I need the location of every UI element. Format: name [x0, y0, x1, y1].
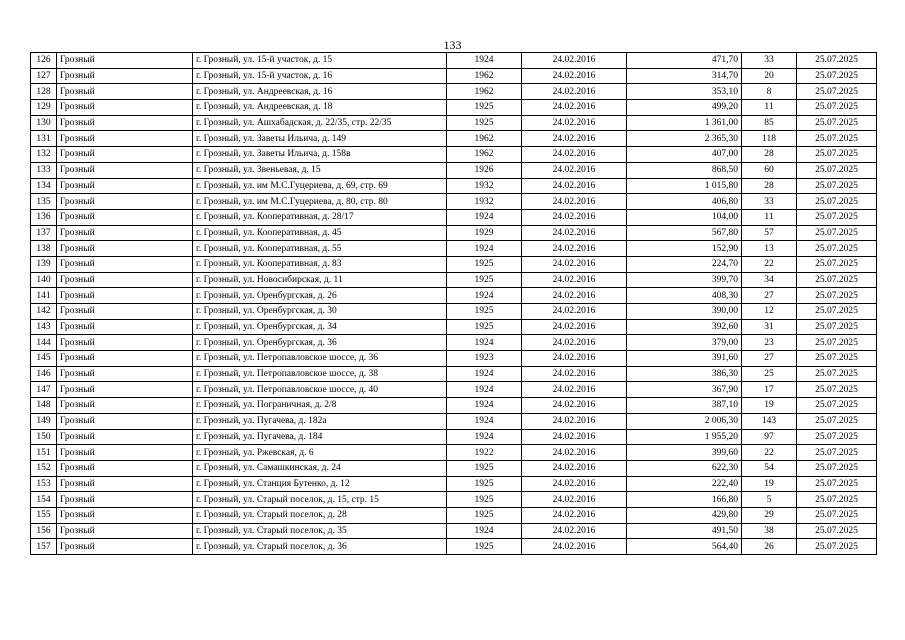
cell-residents: 19 [742, 398, 797, 414]
cell-area: 2 006,30 [627, 413, 742, 429]
cell-city: Грозный [57, 507, 193, 523]
cell-planned-date: 25.07.2025 [797, 523, 877, 539]
cell-row-number: 141 [31, 288, 57, 304]
cell-recognition-date: 24.02.2016 [522, 84, 627, 100]
cell-recognition-date: 24.02.2016 [522, 539, 627, 555]
cell-recognition-date: 24.02.2016 [522, 429, 627, 445]
cell-recognition-date: 24.02.2016 [522, 194, 627, 210]
cell-address: г. Грозный, ул. Кооперативная, д. 28/17 [193, 209, 447, 225]
cell-recognition-date: 24.02.2016 [522, 492, 627, 508]
cell-city: Грозный [57, 68, 193, 84]
cell-address: г. Грозный, ул. Оренбургская, д. 34 [193, 319, 447, 335]
table-row [31, 476, 877, 492]
cell-row-number: 137 [31, 225, 57, 241]
cell-year-built: 1924 [447, 413, 522, 429]
cell-planned-date: 25.07.2025 [797, 209, 877, 225]
cell-row-number: 149 [31, 413, 57, 429]
cell-row-number: 138 [31, 241, 57, 257]
cell-row-number: 148 [31, 398, 57, 414]
cell-planned-date: 25.07.2025 [797, 162, 877, 178]
table-row [31, 429, 877, 445]
cell-address: г. Грозный, ул. Петропавловское шоссе, д. 36 [193, 351, 447, 367]
cell-residents: 19 [742, 476, 797, 492]
cell-area: 379,00 [627, 335, 742, 351]
cell-planned-date: 25.07.2025 [797, 319, 877, 335]
table-row [31, 84, 877, 100]
cell-recognition-date: 24.02.2016 [522, 209, 627, 225]
cell-year-built: 1924 [447, 429, 522, 445]
cell-residents: 27 [742, 288, 797, 304]
table-body [31, 53, 877, 555]
table-row [31, 272, 877, 288]
cell-area: 224,70 [627, 256, 742, 272]
cell-year-built: 1932 [447, 194, 522, 210]
table-row [31, 178, 877, 194]
cell-planned-date: 25.07.2025 [797, 241, 877, 257]
cell-city: Грозный [57, 429, 193, 445]
cell-city: Грозный [57, 413, 193, 429]
cell-residents: 31 [742, 319, 797, 335]
cell-address: г. Грозный, ул. Ашхабадская, д. 22/35, стр. 22/35 [193, 115, 447, 131]
cell-planned-date: 25.07.2025 [797, 460, 877, 476]
cell-city: Грозный [57, 194, 193, 210]
table-row [31, 382, 877, 398]
cell-year-built: 1925 [447, 492, 522, 508]
cell-recognition-date: 24.02.2016 [522, 413, 627, 429]
cell-row-number: 135 [31, 194, 57, 210]
cell-residents: 143 [742, 413, 797, 429]
cell-planned-date: 25.07.2025 [797, 304, 877, 320]
cell-city: Грозный [57, 382, 193, 398]
cell-area: 399,60 [627, 445, 742, 461]
cell-recognition-date: 24.02.2016 [522, 335, 627, 351]
cell-city: Грозный [57, 115, 193, 131]
cell-area: 386,30 [627, 366, 742, 382]
cell-recognition-date: 24.02.2016 [522, 304, 627, 320]
cell-address: г. Грозный, ул. Оренбургская, д. 26 [193, 288, 447, 304]
cell-address: г. Грозный, ул. Заветы Ильича, д. 149 [193, 131, 447, 147]
table-row [31, 413, 877, 429]
cell-address: г. Грозный, ул. Старый поселок, д. 15, стр. 15 [193, 492, 447, 508]
cell-address: г. Грозный, ул. 15-й участок, д. 16 [193, 68, 447, 84]
cell-address: г. Грозный, ул. Петропавловское шоссе, д. 40 [193, 382, 447, 398]
cell-planned-date: 25.07.2025 [797, 366, 877, 382]
cell-area: 399,70 [627, 272, 742, 288]
cell-area: 1 361,00 [627, 115, 742, 131]
table-row [31, 460, 877, 476]
cell-row-number: 142 [31, 304, 57, 320]
cell-area: 387,10 [627, 398, 742, 414]
cell-residents: 57 [742, 225, 797, 241]
cell-residents: 60 [742, 162, 797, 178]
cell-recognition-date: 24.02.2016 [522, 131, 627, 147]
cell-row-number: 152 [31, 460, 57, 476]
cell-address: г. Грозный, ул. Оренбургская, д. 30 [193, 304, 447, 320]
cell-city: Грозный [57, 225, 193, 241]
cell-address: г. Грозный, ул. Старый поселок, д. 35 [193, 523, 447, 539]
table-row [31, 100, 877, 116]
cell-residents: 28 [742, 178, 797, 194]
cell-residents: 20 [742, 68, 797, 84]
cell-recognition-date: 24.02.2016 [522, 147, 627, 163]
cell-planned-date: 25.07.2025 [797, 492, 877, 508]
cell-planned-date: 25.07.2025 [797, 429, 877, 445]
cell-area: 1 955,20 [627, 429, 742, 445]
cell-address: г. Грозный, ул. Андреевская, д. 18 [193, 100, 447, 116]
cell-city: Грозный [57, 539, 193, 555]
cell-planned-date: 25.07.2025 [797, 476, 877, 492]
cell-area: 499,20 [627, 100, 742, 116]
cell-area: 367,90 [627, 382, 742, 398]
table-row [31, 304, 877, 320]
cell-area: 2 365,30 [627, 131, 742, 147]
cell-row-number: 134 [31, 178, 57, 194]
cell-area: 868,50 [627, 162, 742, 178]
cell-address: г. Грозный, ул. Станция Бутенко, д. 12 [193, 476, 447, 492]
cell-address: г. Грозный, ул. Кооперативная, д. 45 [193, 225, 447, 241]
cell-residents: 26 [742, 539, 797, 555]
cell-city: Грозный [57, 351, 193, 367]
cell-year-built: 1922 [447, 445, 522, 461]
cell-planned-date: 25.07.2025 [797, 84, 877, 100]
cell-area: 222,40 [627, 476, 742, 492]
cell-city: Грозный [57, 476, 193, 492]
cell-city: Грозный [57, 256, 193, 272]
cell-planned-date: 25.07.2025 [797, 272, 877, 288]
table-row [31, 241, 877, 257]
cell-year-built: 1925 [447, 460, 522, 476]
cell-area: 491,50 [627, 523, 742, 539]
cell-address: г. Грозный, ул. Ржевская, д. 6 [193, 445, 447, 461]
cell-residents: 34 [742, 272, 797, 288]
table-row [31, 194, 877, 210]
table-row [31, 68, 877, 84]
cell-residents: 85 [742, 115, 797, 131]
cell-city: Грозный [57, 335, 193, 351]
cell-row-number: 132 [31, 147, 57, 163]
cell-residents: 38 [742, 523, 797, 539]
cell-planned-date: 25.07.2025 [797, 225, 877, 241]
cell-year-built: 1929 [447, 225, 522, 241]
cell-area: 408,30 [627, 288, 742, 304]
cell-planned-date: 25.07.2025 [797, 147, 877, 163]
cell-year-built: 1962 [447, 84, 522, 100]
table-row [31, 335, 877, 351]
cell-residents: 12 [742, 304, 797, 320]
cell-city: Грозный [57, 162, 193, 178]
cell-year-built: 1925 [447, 539, 522, 555]
cell-recognition-date: 24.02.2016 [522, 100, 627, 116]
cell-area: 104,00 [627, 209, 742, 225]
cell-planned-date: 25.07.2025 [797, 178, 877, 194]
cell-planned-date: 25.07.2025 [797, 335, 877, 351]
table-row [31, 288, 877, 304]
table-row [31, 319, 877, 335]
cell-area: 166,80 [627, 492, 742, 508]
cell-address: г. Грозный, ул. Пугачева, д. 184 [193, 429, 447, 445]
cell-recognition-date: 24.02.2016 [522, 115, 627, 131]
cell-city: Грозный [57, 398, 193, 414]
table-row [31, 366, 877, 382]
cell-residents: 97 [742, 429, 797, 445]
cell-residents: 29 [742, 507, 797, 523]
cell-city: Грозный [57, 460, 193, 476]
cell-residents: 33 [742, 194, 797, 210]
cell-planned-date: 25.07.2025 [797, 507, 877, 523]
cell-year-built: 1924 [447, 523, 522, 539]
cell-residents: 8 [742, 84, 797, 100]
cell-city: Грозный [57, 147, 193, 163]
cell-recognition-date: 24.02.2016 [522, 68, 627, 84]
cell-row-number: 151 [31, 445, 57, 461]
cell-area: 390,00 [627, 304, 742, 320]
cell-city: Грозный [57, 131, 193, 147]
cell-area: 314,70 [627, 68, 742, 84]
cell-row-number: 129 [31, 100, 57, 116]
cell-year-built: 1924 [447, 209, 522, 225]
cell-residents: 22 [742, 256, 797, 272]
cell-row-number: 127 [31, 68, 57, 84]
cell-residents: 17 [742, 382, 797, 398]
cell-year-built: 1925 [447, 507, 522, 523]
cell-address: г. Грозный, ул. Старый поселок, д. 28 [193, 507, 447, 523]
cell-address: г. Грозный, ул. Звеньевая, д. 15 [193, 162, 447, 178]
table-row [31, 115, 877, 131]
cell-recognition-date: 24.02.2016 [522, 256, 627, 272]
cell-residents: 5 [742, 492, 797, 508]
cell-row-number: 146 [31, 366, 57, 382]
cell-recognition-date: 24.02.2016 [522, 366, 627, 382]
cell-area: 407,00 [627, 147, 742, 163]
cell-year-built: 1924 [447, 241, 522, 257]
cell-area: 406,80 [627, 194, 742, 210]
cell-year-built: 1925 [447, 319, 522, 335]
cell-recognition-date: 24.02.2016 [522, 445, 627, 461]
cell-recognition-date: 24.02.2016 [522, 272, 627, 288]
cell-year-built: 1923 [447, 351, 522, 367]
cell-city: Грозный [57, 53, 193, 69]
cell-address: г. Грозный, ул. Пугачева, д. 182а [193, 413, 447, 429]
cell-row-number: 139 [31, 256, 57, 272]
cell-year-built: 1925 [447, 272, 522, 288]
housing-registry-table [30, 52, 877, 555]
cell-residents: 23 [742, 335, 797, 351]
cell-area: 152,90 [627, 241, 742, 257]
cell-row-number: 128 [31, 84, 57, 100]
cell-city: Грозный [57, 304, 193, 320]
cell-address: г. Грозный, ул. Заветы Ильича, д. 158в [193, 147, 447, 163]
cell-year-built: 1925 [447, 100, 522, 116]
cell-area: 429,80 [627, 507, 742, 523]
cell-year-built: 1925 [447, 304, 522, 320]
cell-address: г. Грозный, ул. им М.С.Гуцериева, д. 80, стр. 80 [193, 194, 447, 210]
cell-row-number: 143 [31, 319, 57, 335]
table-row [31, 351, 877, 367]
cell-recognition-date: 24.02.2016 [522, 53, 627, 69]
cell-residents: 28 [742, 147, 797, 163]
table-row [31, 225, 877, 241]
cell-city: Грозный [57, 209, 193, 225]
cell-city: Грозный [57, 241, 193, 257]
cell-recognition-date: 24.02.2016 [522, 178, 627, 194]
cell-row-number: 156 [31, 523, 57, 539]
cell-year-built: 1924 [447, 366, 522, 382]
cell-address: г. Грозный, ул. Старый поселок, д. 36 [193, 539, 447, 555]
cell-planned-date: 25.07.2025 [797, 100, 877, 116]
cell-row-number: 136 [31, 209, 57, 225]
cell-residents: 27 [742, 351, 797, 367]
cell-row-number: 126 [31, 53, 57, 69]
cell-city: Грозный [57, 272, 193, 288]
cell-recognition-date: 24.02.2016 [522, 523, 627, 539]
cell-year-built: 1925 [447, 256, 522, 272]
cell-recognition-date: 24.02.2016 [522, 241, 627, 257]
cell-city: Грозный [57, 445, 193, 461]
table-row [31, 539, 877, 555]
cell-row-number: 140 [31, 272, 57, 288]
table-row [31, 398, 877, 414]
cell-area: 567,80 [627, 225, 742, 241]
cell-row-number: 157 [31, 539, 57, 555]
cell-year-built: 1924 [447, 53, 522, 69]
cell-recognition-date: 24.02.2016 [522, 319, 627, 335]
cell-year-built: 1962 [447, 68, 522, 84]
cell-year-built: 1962 [447, 131, 522, 147]
cell-city: Грозный [57, 288, 193, 304]
table-row [31, 523, 877, 539]
cell-year-built: 1925 [447, 115, 522, 131]
cell-residents: 11 [742, 209, 797, 225]
table-row [31, 147, 877, 163]
cell-row-number: 130 [31, 115, 57, 131]
cell-area: 1 015,80 [627, 178, 742, 194]
cell-city: Грозный [57, 84, 193, 100]
cell-area: 353,10 [627, 84, 742, 100]
cell-planned-date: 25.07.2025 [797, 256, 877, 272]
cell-address: г. Грозный, ул. им М.С.Гуцериева, д. 69, стр. 69 [193, 178, 447, 194]
cell-planned-date: 25.07.2025 [797, 194, 877, 210]
cell-area: 564,40 [627, 539, 742, 555]
cell-row-number: 150 [31, 429, 57, 445]
cell-year-built: 1925 [447, 476, 522, 492]
cell-year-built: 1924 [447, 288, 522, 304]
cell-row-number: 144 [31, 335, 57, 351]
cell-address: г. Грозный, ул. Самашкинская, д. 24 [193, 460, 447, 476]
cell-residents: 33 [742, 53, 797, 69]
cell-area: 392,60 [627, 319, 742, 335]
cell-city: Грозный [57, 100, 193, 116]
cell-year-built: 1924 [447, 398, 522, 414]
cell-recognition-date: 24.02.2016 [522, 460, 627, 476]
cell-address: г. Грозный, ул. Андреевская, д. 16 [193, 84, 447, 100]
cell-row-number: 153 [31, 476, 57, 492]
cell-address: г. Грозный, ул. Новосибирская, д. 11 [193, 272, 447, 288]
cell-city: Грозный [57, 178, 193, 194]
cell-city: Грозный [57, 523, 193, 539]
cell-residents: 22 [742, 445, 797, 461]
cell-residents: 54 [742, 460, 797, 476]
cell-row-number: 155 [31, 507, 57, 523]
table-row [31, 445, 877, 461]
cell-year-built: 1962 [447, 147, 522, 163]
cell-planned-date: 25.07.2025 [797, 398, 877, 414]
cell-recognition-date: 24.02.2016 [522, 398, 627, 414]
table-row [31, 256, 877, 272]
table-row [31, 507, 877, 523]
cell-year-built: 1932 [447, 178, 522, 194]
cell-residents: 25 [742, 366, 797, 382]
cell-year-built: 1926 [447, 162, 522, 178]
cell-city: Грозный [57, 492, 193, 508]
cell-address: г. Грозный, ул. Кооперативная, д. 55 [193, 241, 447, 257]
cell-residents: 13 [742, 241, 797, 257]
cell-row-number: 147 [31, 382, 57, 398]
cell-recognition-date: 24.02.2016 [522, 476, 627, 492]
cell-address: г. Грозный, ул. Петропавловское шоссе, д. 38 [193, 366, 447, 382]
cell-area: 391,60 [627, 351, 742, 367]
cell-planned-date: 25.07.2025 [797, 413, 877, 429]
cell-planned-date: 25.07.2025 [797, 68, 877, 84]
cell-address: г. Грозный, ул. Пограничная, д. 2/8 [193, 398, 447, 414]
cell-row-number: 154 [31, 492, 57, 508]
page-number: 133 [443, 38, 462, 52]
cell-planned-date: 25.07.2025 [797, 382, 877, 398]
table-row [31, 131, 877, 147]
cell-address: г. Грозный, ул. Кооперативная, д. 83 [193, 256, 447, 272]
cell-address: г. Грозный, ул. Оренбургская, д. 36 [193, 335, 447, 351]
cell-planned-date: 25.07.2025 [797, 445, 877, 461]
cell-row-number: 133 [31, 162, 57, 178]
cell-recognition-date: 24.02.2016 [522, 288, 627, 304]
cell-area: 471,70 [627, 53, 742, 69]
cell-year-built: 1924 [447, 335, 522, 351]
cell-city: Грозный [57, 319, 193, 335]
table-row [31, 53, 877, 69]
table-row [31, 162, 877, 178]
cell-address: г. Грозный, ул. 15-й участок, д. 15 [193, 53, 447, 69]
cell-area: 622,30 [627, 460, 742, 476]
cell-planned-date: 25.07.2025 [797, 131, 877, 147]
cell-year-built: 1924 [447, 382, 522, 398]
cell-row-number: 145 [31, 351, 57, 367]
cell-planned-date: 25.07.2025 [797, 115, 877, 131]
cell-residents: 11 [742, 100, 797, 116]
cell-recognition-date: 24.02.2016 [522, 225, 627, 241]
cell-residents: 118 [742, 131, 797, 147]
table-row [31, 492, 877, 508]
table-row [31, 209, 877, 225]
cell-planned-date: 25.07.2025 [797, 351, 877, 367]
cell-planned-date: 25.07.2025 [797, 539, 877, 555]
cell-planned-date: 25.07.2025 [797, 288, 877, 304]
cell-city: Грозный [57, 366, 193, 382]
cell-planned-date: 25.07.2025 [797, 53, 877, 69]
cell-recognition-date: 24.02.2016 [522, 507, 627, 523]
cell-recognition-date: 24.02.2016 [522, 351, 627, 367]
cell-row-number: 131 [31, 131, 57, 147]
cell-recognition-date: 24.02.2016 [522, 162, 627, 178]
cell-recognition-date: 24.02.2016 [522, 382, 627, 398]
